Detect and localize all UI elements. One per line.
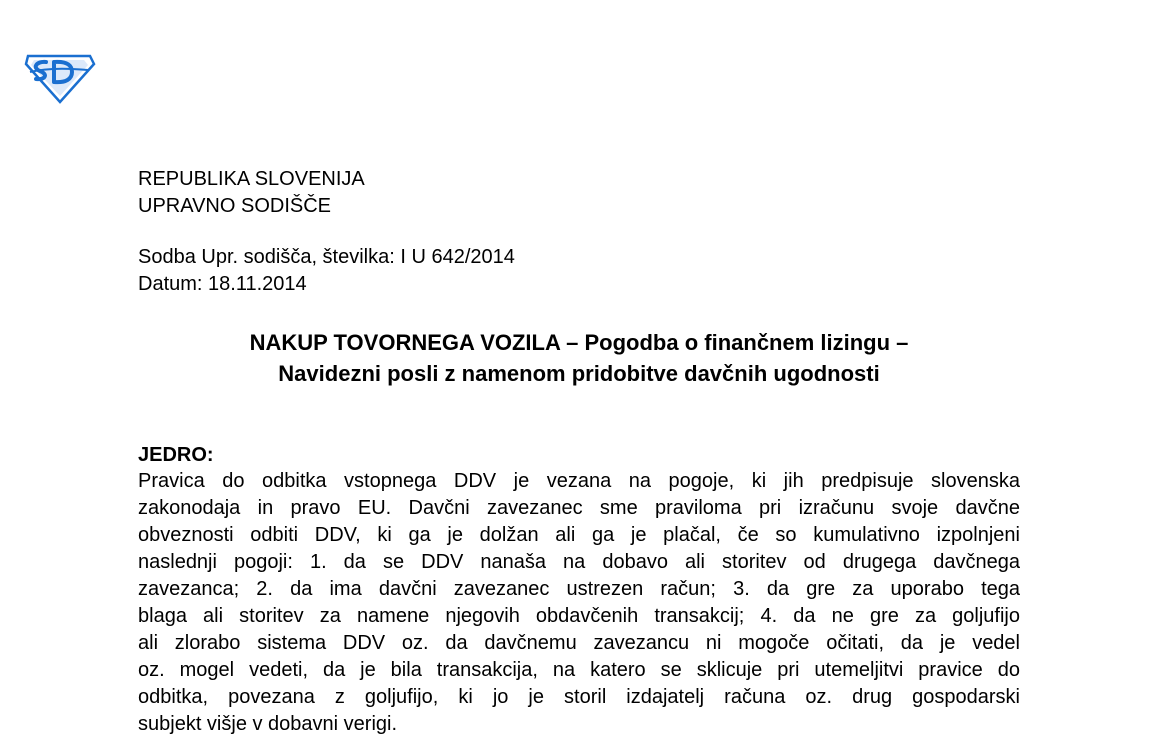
- document-title: [138, 327, 1020, 389]
- court-logo-icon: [22, 48, 96, 104]
- core-line: ali zlorabo sistema DDV oz. da davčnemu zavezancu ni mogoče očitati, da je vedel: [138, 632, 1020, 654]
- core-line: oz. mogel vedeti, da je bila transakcija, na katero se sklicuje pri utemeljitvi pravice do: [138, 659, 1020, 681]
- court-header: [138, 166, 365, 220]
- header-country: REPUBLIKA SLOVENIJA: [138, 168, 365, 190]
- core-line: odbitka, povezana z goljufijo, ki jo je storil izdajatelj računa oz. drug gospodarski: [138, 686, 1020, 708]
- title-line-2: Navidezni posli z namenom pridobitve davčnih ugodnosti: [278, 361, 880, 386]
- core-line: Pravica do odbitka vstopnega DDV je vezana na pogoje, ki jih predpisuje slovenska: [138, 470, 1020, 492]
- core-line: zakonodaja in pravo EU. Davčni zavezanec sme praviloma pri izračunu svoje davčne: [138, 497, 1020, 519]
- case-info: [138, 244, 515, 298]
- core-line: zavezanca; 2. da ima davčni zavezanec ustrezen račun; 3. da gre za uporabo tega: [138, 578, 1020, 600]
- header-court: UPRAVNO SODIŠČE: [138, 195, 331, 217]
- core-line: naslednji pogoji: 1. da se DDV nanaša na dobavo ali storitev od drugega davčnega: [138, 551, 1020, 573]
- title-line-1: NAKUP TOVORNEGA VOZILA – Pogodba o finančnem lizingu –: [249, 330, 909, 355]
- case-number: Sodba Upr. sodišča, številka: I U 642/2014: [138, 246, 515, 268]
- core-heading: JEDRO:: [138, 444, 214, 466]
- case-date: Datum: 18.11.2014: [138, 273, 307, 295]
- core-paragraph: [138, 468, 1020, 738]
- core-line: obveznosti odbiti DDV, ki ga je dolžan ali ga je plačal, če so kumulativno izpolnjeni: [138, 524, 1020, 546]
- core-line: blaga ali storitev za namene njegovih obdavčenih transakcij; 4. da ne gre za goljufijo: [138, 605, 1020, 627]
- core-line: subjekt višje v dobavni verigi.: [138, 713, 398, 735]
